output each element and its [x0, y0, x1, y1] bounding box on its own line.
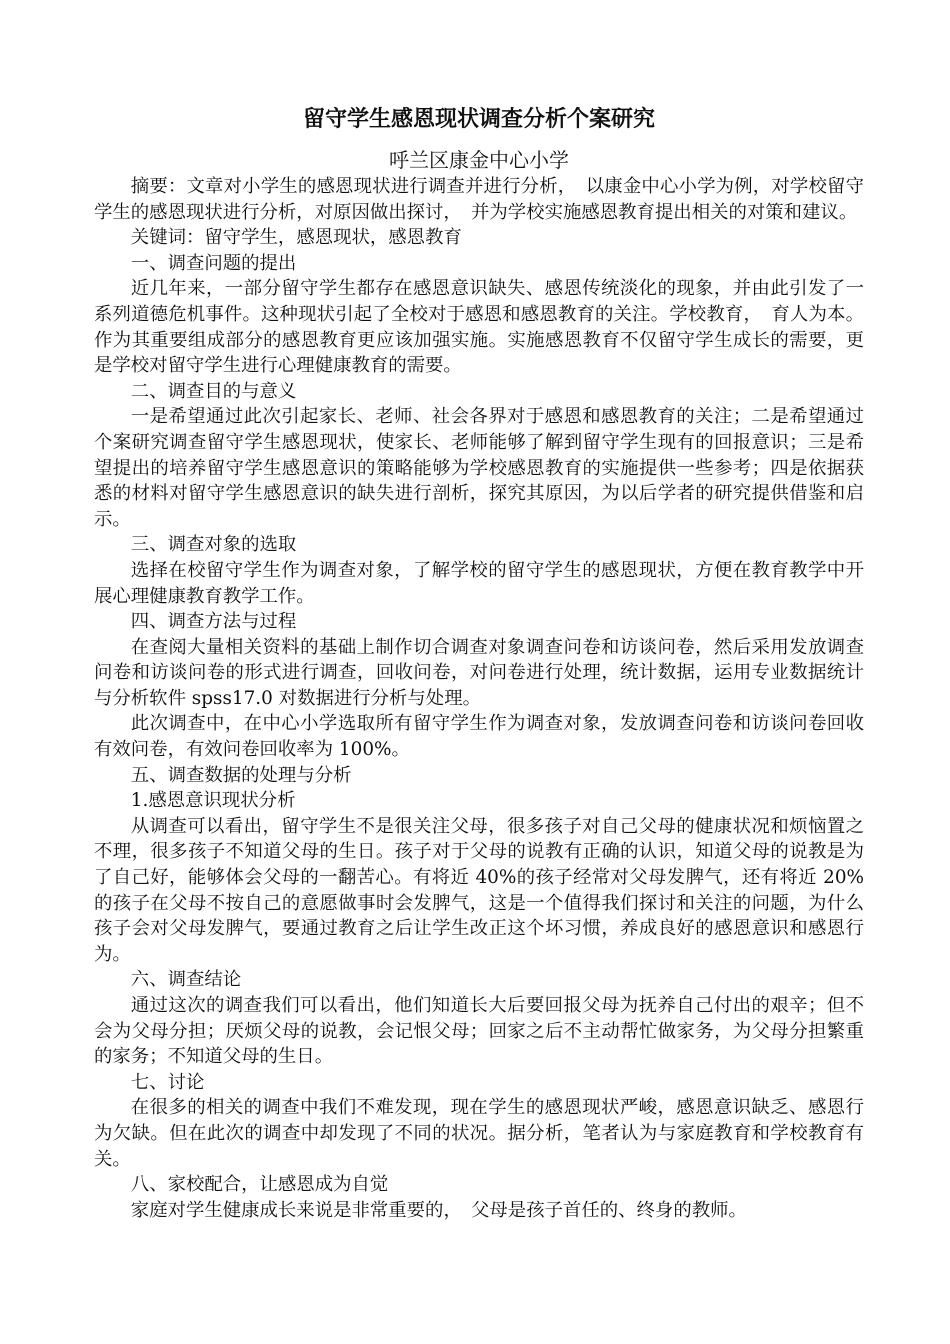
section-heading-2: 二、调查目的与意义 [130, 380, 297, 402]
body-paragraph: 从调查可以看出，留守学生不是很关注父母，很多孩子对自己父母的健康状况和烦恼置之不理，很多孩子不知道父母的生日。孩子对于父母的说教有正确的认识，知道父母的说教是为了自己好，能够体会父母的一翻苦心。有将近 40%的孩子经常对父母发脾气，还有将近 20%的孩子在父母不按自己的意愿做事时会发脾气，这是一个值得我们探讨和关注的问题，为什么孩子会对父母发脾气，要通过教育之后让学生改正这个坏习惯，养成良好的感恩意识和感恩行为。 [94, 815, 864, 965]
subsection-heading: 1.感恩意识现状分析 [130, 790, 296, 812]
body-paragraph: 一是希望通过此次引起家长、老师、社会各界对于感恩和感恩教育的关注；二是希望通过个案研究调查留守学生感恩现状，使家长、老师能够了解到留守学生现有的回报意识；三是希望提出的培养留守学生感恩意识的策略能够为学校感恩教育的实施提供一些参考；四是依据获悉的材料对留守学生感恩意识的缺失进行剖析，探究其原因，为以后学者的研究提供借鉴和启示。 [94, 406, 864, 530]
document-title: 留守学生感恩现状调查分析个案研究 [302, 107, 655, 132]
section-heading-7: 七、讨论 [130, 1071, 205, 1093]
body-paragraph: 近几年来，一部分留守学生都存在感恩意识缺失、感恩传统淡化的现象，并由此引发了一系列道德危机事件。这种现状引起了全校对于感恩和感恩教育的关注。学校教育， 育人为本。作为其重要组成部分的感恩教育更应该加强实施。实施感恩教育不仅留守学生成长的需要，更是学校对留守学生进行心理健康教育的需要。 [94, 278, 864, 377]
section-heading-8: 八、家校配合，让感恩成为自觉 [130, 1174, 389, 1196]
body-paragraph: 通过这次的调查我们可以看出，他们知道长大后要回报父母为抚养自己付出的艰辛；但不会为父母分担；厌烦父母的说教，会记恨父母；回家之后不主动帮忙做家务，为父母分担繁重的家务；不知道父母的生日。 [94, 995, 864, 1068]
section-heading-5: 五、调查数据的处理与分析 [130, 764, 352, 786]
document-page [94, 104, 864, 1223]
section-heading-3: 三、调查对象的选取 [130, 534, 297, 556]
document-author: 呼兰区康金中心小学 [389, 148, 569, 172]
section-heading-4: 四、调查方法与过程 [130, 611, 297, 633]
body-paragraph: 在查阅大量相关资料的基础上制作切合调查对象调查问卷和访谈问卷，然后采用发放调查问卷和访谈问卷的形式进行调查，回收问卷，对问卷进行处理，统计数据，运用专业数据统计与分析软件 spss17.0 对数据进行分析与处理。 [94, 636, 864, 709]
abstract-paragraph: 摘要：文章对小学生的感恩现状进行调查并进行分析， 以康金中心小学为例，对学校留守学生的感恩现状进行分析，对原因做出探讨， 并为学校实施感恩教育提出相关的对策和建议。 [94, 176, 864, 223]
body-paragraph: 此次调查中，在中心小学选取所有留守学生作为调查对象，发放调查问卷和访谈问卷回收有效问卷，有效问卷回收率为 100%。 [94, 713, 864, 761]
section-heading-1: 一、调查问题的提出 [130, 252, 297, 274]
section-heading-6: 六、调查结论 [130, 969, 242, 991]
body-paragraph: 选择在校留守学生作为调查对象，了解学校的留守学生的感恩现状，方便在教育教学中开展心理健康教育教学工作。 [94, 559, 864, 607]
body-paragraph: 家庭对学生健康成长来说是非常重要的， 父母是孩子首任的、终身的教师。 [130, 1199, 747, 1221]
body-paragraph: 在很多的相关的调查中我们不难发现，现在学生的感恩现状严峻，感恩意识缺乏、感恩行为欠缺。但在此次的调查中却发现了不同的状况。据分析，笔者认为与家庭教育和学校教育有关。 [94, 1097, 864, 1170]
keywords-paragraph: 关键词：留守学生，感恩现状，感恩教育 [130, 227, 462, 249]
